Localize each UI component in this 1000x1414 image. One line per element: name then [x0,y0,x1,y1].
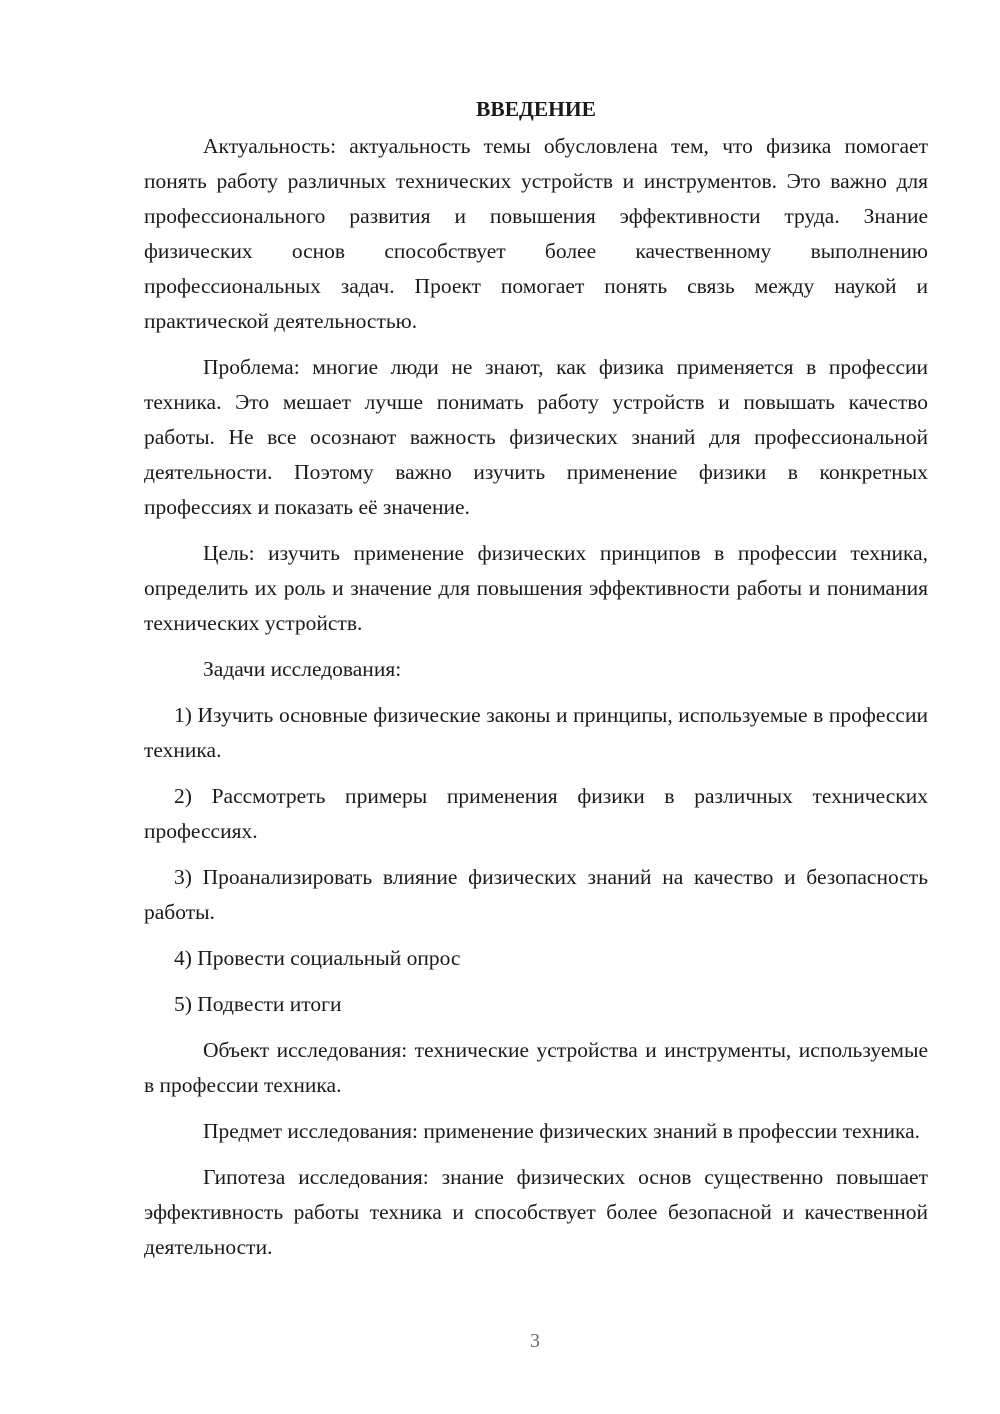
object-paragraph: Объект исследования: технические устройства и инструменты, используемые в профессии техника. [144,1038,928,1097]
task-item: 1) Изучить основные физические законы и принципы, используемые в профессии техника. [144,703,928,762]
tasks-heading: Задачи исследования: [203,657,402,681]
task-item: 3) Проанализировать влияние физических знаний на качество и безопасность работы. [144,865,928,924]
relevance-paragraph: Актуальность: актуальность темы обусловлена тем, что физика помогает понять работу различных технических устройств и инструментов. Это важно для профессионального развития и повышения эффективности труда. Знание физических основ способствует более качественному выполнению профессиональных задач. Проект помогает понять связь между наукой и практической деятельностью. [144,134,928,333]
subject-paragraph: Предмет исследования: применение физических знаний в профессии техника. [203,1119,921,1143]
problem-paragraph: Проблема: многие люди не знают, как физика применяется в профессии техника. Это мешает лучше понимать работу устройств и повышать качество работы. Не все осознают важность физических знаний для профессиональной деятельности. Поэтому важно изучить применение физики в конкретных профессиях и показать её значение. [144,355,928,519]
task-item: 4) Провести социальный опрос [174,946,461,970]
task-item: 2) Рассмотреть примеры применения физики в различных технических профессиях. [144,784,928,843]
goal-paragraph: Цель: изучить применение физических принципов в профессии техника, определить их роль и значение для повышения эффективности работы и понимания технических устройств. [144,541,928,635]
hypothesis-paragraph: Гипотеза исследования: знание физических основ существенно повышает эффективность работы техника и способствует более безопасной и качественной деятельности. [144,1165,928,1259]
page-number: 3 [530,1330,540,1352]
task-item: 5) Подвести итоги [174,992,342,1016]
section-title: ВВЕДЕНИЕ [476,97,596,121]
page-content [144,92,928,1276]
